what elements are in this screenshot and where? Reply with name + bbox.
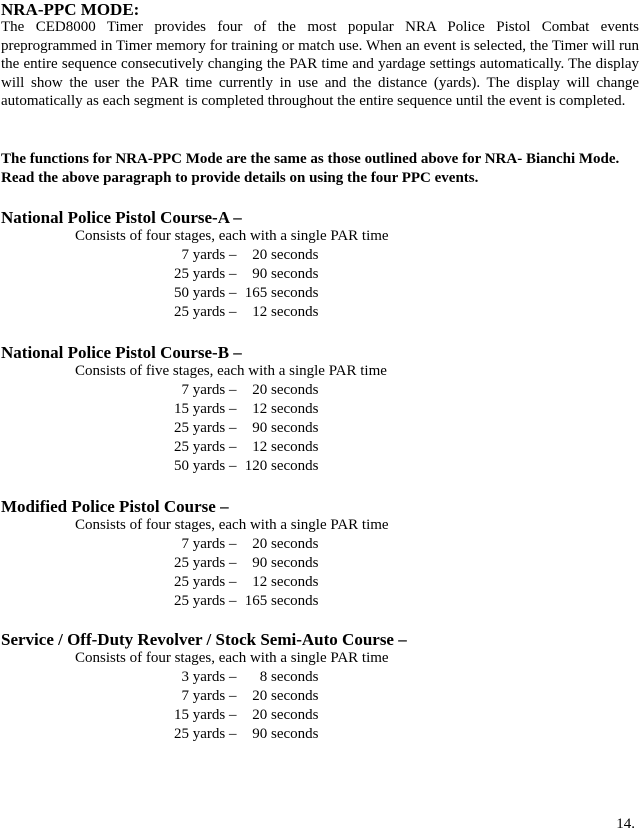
stage-seconds: 90 <box>252 266 268 282</box>
stage-detail: yards – <box>189 726 241 742</box>
stage-seconds-label: seconds <box>267 266 319 282</box>
course-title: National Police Pistol Course-A – <box>1 208 242 227</box>
page-title: NRA-PPC MODE: <box>1 0 140 19</box>
stage-seconds-label: seconds <box>267 420 319 436</box>
stage-row <box>1 535 639 554</box>
stage-seconds-label: seconds <box>267 726 319 742</box>
stage-yards: 50 <box>174 285 189 301</box>
stage-seconds-label: seconds <box>267 382 319 398</box>
stage-row <box>1 457 639 476</box>
stage-row <box>1 706 639 725</box>
stage-list <box>1 381 639 476</box>
stage-seconds: 12 <box>252 574 268 590</box>
stage-yards: 7 <box>181 247 189 263</box>
course-title: Service / Off-Duty Revolver / Stock Semi-Auto Course – <box>1 630 407 649</box>
stage-seconds-label: seconds <box>267 593 319 609</box>
stage-seconds-label: seconds <box>267 707 319 723</box>
stage-seconds-label: seconds <box>267 574 319 590</box>
stage-detail: yards – <box>189 574 241 590</box>
stage-seconds: 90 <box>252 420 268 436</box>
stage-list <box>1 246 639 322</box>
stage-row <box>1 573 639 592</box>
stage-yards: 15 <box>174 401 189 417</box>
stage-seconds-label: seconds <box>267 555 319 571</box>
stage-detail: yards – <box>189 593 241 609</box>
stage-row <box>1 554 639 573</box>
stage-seconds: 8 <box>259 669 268 685</box>
course-description: Consists of four stages, each with a single PAR time <box>75 650 389 666</box>
stage-row <box>1 381 639 400</box>
stage-seconds: 120 <box>244 458 268 474</box>
stage-row <box>1 592 639 611</box>
stage-seconds-label: seconds <box>267 669 319 685</box>
stage-yards: 15 <box>174 707 189 723</box>
stage-list <box>1 668 639 744</box>
stage-row <box>1 438 639 457</box>
stage-yards: 3 <box>181 669 189 685</box>
stage-seconds: 20 <box>252 688 268 704</box>
stage-yards: 7 <box>181 382 189 398</box>
stage-detail: yards – <box>189 382 241 398</box>
stage-detail: yards – <box>189 266 241 282</box>
course-title: Modified Police Pistol Course – <box>1 497 229 516</box>
course-description: Consists of four stages, each with a single PAR time <box>75 517 389 533</box>
stage-detail: yards – <box>189 285 241 301</box>
stage-seconds: 12 <box>252 401 268 417</box>
stage-yards: 25 <box>174 439 189 455</box>
stage-seconds: 90 <box>252 726 268 742</box>
page-number: 14. <box>616 816 635 832</box>
stage-row <box>1 687 639 706</box>
stage-detail: yards – <box>189 458 241 474</box>
stage-row <box>1 246 639 265</box>
stage-yards: 25 <box>174 266 189 282</box>
stage-row <box>1 303 639 322</box>
stage-seconds-label: seconds <box>267 458 319 474</box>
stage-row <box>1 265 639 284</box>
stage-row <box>1 725 639 744</box>
course-section <box>1 497 639 611</box>
stage-seconds: 20 <box>252 247 268 263</box>
stage-row <box>1 668 639 687</box>
stage-detail: yards – <box>189 688 241 704</box>
course-title: National Police Pistol Course-B – <box>1 343 242 362</box>
stage-list <box>1 535 639 611</box>
stage-seconds: 12 <box>252 439 268 455</box>
stage-yards: 7 <box>181 688 189 704</box>
stage-seconds: 90 <box>252 555 268 571</box>
intro-paragraph: The CED8000 Timer provides four of the most popular NRA Police Pistol Combat events preprogrammed in Timer memory for training or match use. When an event is selected, the Timer will run the entire sequence consecutively changing the PAR time and yardage settings automatically. The display will show the user the PAR time currently in use and the distance (yards). The display will change automatically as each segment is completed throughout the entire sequence until the event is completed. <box>1 19 639 110</box>
stage-yards: 25 <box>174 593 189 609</box>
stage-detail: yards – <box>189 669 241 685</box>
stage-seconds-label: seconds <box>267 536 319 552</box>
stage-yards: 25 <box>174 726 189 742</box>
course-section <box>1 343 639 476</box>
course-description: Consists of five stages, each with a single PAR time <box>75 363 387 379</box>
stage-seconds-label: seconds <box>267 247 319 263</box>
stage-detail: yards – <box>189 439 241 455</box>
stage-seconds: 12 <box>252 304 268 320</box>
stage-detail: yards – <box>189 536 241 552</box>
stage-yards: 25 <box>174 555 189 571</box>
stage-seconds-label: seconds <box>267 285 319 301</box>
stage-yards: 50 <box>174 458 189 474</box>
mode-note: The functions for NRA-PPC Mode are the same as those outlined above for NRA- Bianchi Mode. Read the above paragraph to provide details on using the four PPC events. <box>1 151 620 186</box>
stage-seconds: 20 <box>252 382 268 398</box>
stage-seconds-label: seconds <box>267 439 319 455</box>
stage-seconds: 165 <box>244 285 268 301</box>
stage-yards: 25 <box>174 304 189 320</box>
stage-detail: yards – <box>189 304 241 320</box>
stage-seconds-label: seconds <box>267 401 319 417</box>
stage-seconds: 165 <box>244 593 268 609</box>
stage-detail: yards – <box>189 401 241 417</box>
stage-seconds: 20 <box>252 536 268 552</box>
stage-seconds-label: seconds <box>267 304 319 320</box>
stage-detail: yards – <box>189 247 241 263</box>
stage-row <box>1 284 639 303</box>
stage-row <box>1 400 639 419</box>
stage-detail: yards – <box>189 707 241 723</box>
stage-yards: 7 <box>181 536 189 552</box>
stage-yards: 25 <box>174 420 189 436</box>
course-section <box>1 208 639 322</box>
stage-yards: 25 <box>174 574 189 590</box>
stage-seconds-label: seconds <box>267 688 319 704</box>
stage-detail: yards – <box>189 555 241 571</box>
stage-row <box>1 419 639 438</box>
course-section <box>1 630 639 744</box>
course-description: Consists of four stages, each with a single PAR time <box>75 228 389 244</box>
stage-seconds: 20 <box>252 707 268 723</box>
stage-detail: yards – <box>189 420 241 436</box>
